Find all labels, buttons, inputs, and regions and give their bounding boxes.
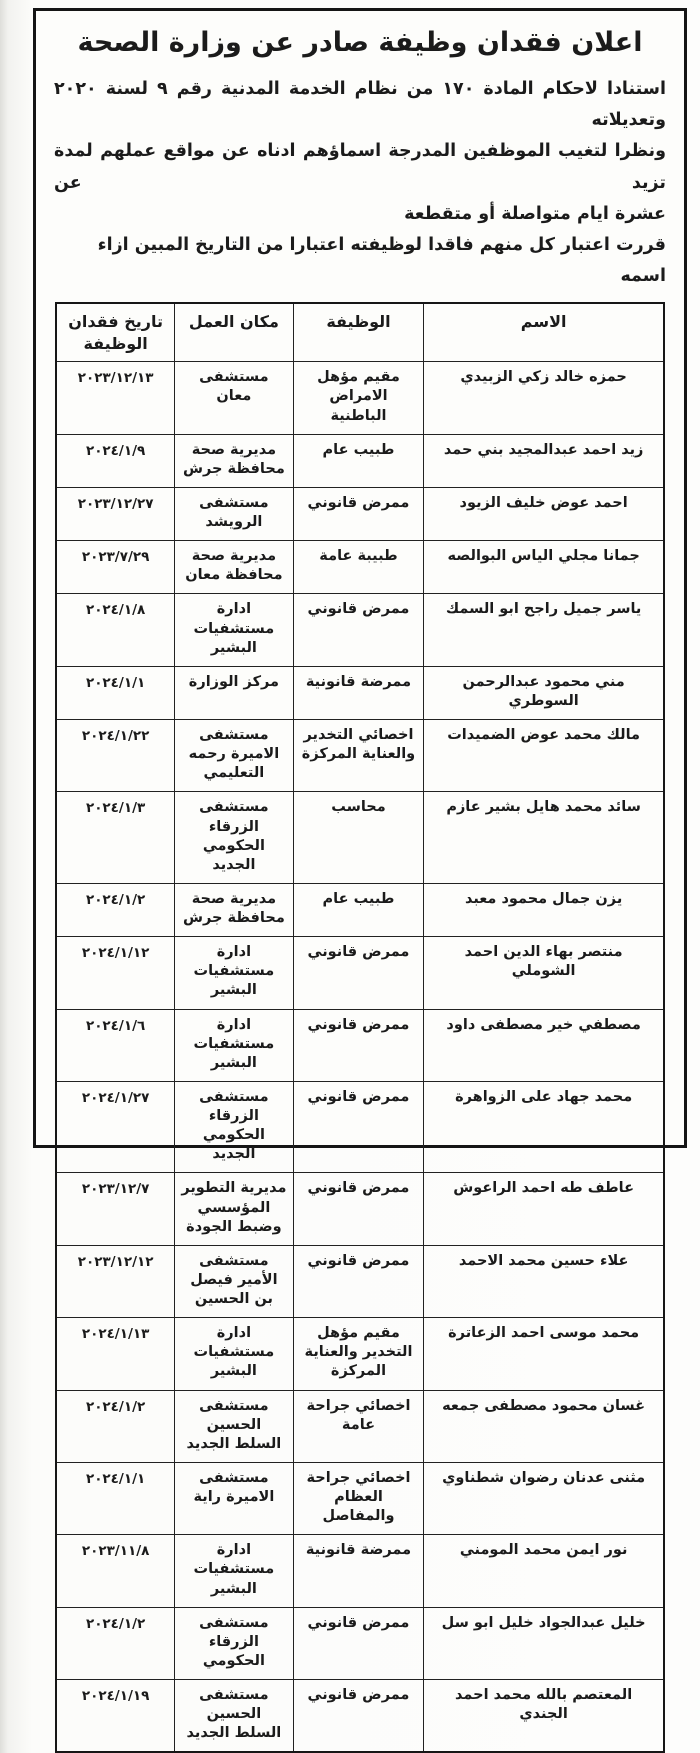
workplace-cell: ادارة مستشفيات البشير xyxy=(175,1535,294,1607)
header-job: الوظيفة xyxy=(293,303,424,362)
job-title-cell: مقيم مؤهل التخدير والعناية المركزة xyxy=(293,1318,424,1390)
employee-name-cell: ياسر جميل راجح ابو السمك xyxy=(424,594,664,666)
job-title-cell: ممرض قانوني xyxy=(293,594,424,666)
job-title-cell: ممرضة قانونية xyxy=(293,1535,424,1607)
workplace-cell: مستشفى الاميرة رحمه التعليمي xyxy=(175,720,294,792)
document-frame xyxy=(33,8,687,1742)
job-title-cell: ممرض قانوني xyxy=(293,1173,424,1245)
intro-paragraph xyxy=(54,74,666,292)
table-row xyxy=(56,883,664,936)
workplace-cell: ادارة مستشفيات البشير xyxy=(175,937,294,1009)
table-row xyxy=(56,1607,664,1679)
employee-name-cell: مصطفي خير مصطفى داود xyxy=(424,1009,664,1081)
job-title-cell: ممرضة قانونية xyxy=(293,666,424,719)
job-title-cell: ممرض قانوني xyxy=(293,937,424,1009)
loss-date-cell: ٢٠٢٤/١/٢٢ xyxy=(56,720,175,792)
job-title-cell: ممرض قانوني xyxy=(293,1680,424,1753)
loss-date-cell: ٢٠٢٤/١/١٩ xyxy=(56,1680,175,1753)
header-workplace: مكان العمل xyxy=(175,303,294,362)
header-name: الاسم xyxy=(424,303,664,362)
employee-name-cell: مني محمود عبدالرحمن السوطري xyxy=(424,666,664,719)
job-title-cell: اخصائي جراحة عامة xyxy=(293,1390,424,1462)
loss-date-cell: ٢٠٢٤/١/٢ xyxy=(56,883,175,936)
job-title-cell: محاسب xyxy=(293,792,424,884)
table-row xyxy=(56,1390,664,1462)
table-row xyxy=(56,1680,664,1753)
workplace-cell: مستشفى معان xyxy=(175,362,294,434)
table-header-row xyxy=(56,303,664,362)
loss-date-cell: ٢٠٢٤/١/٨ xyxy=(56,594,175,666)
employee-name-cell: سائد محمد هايل بشير عازم xyxy=(424,792,664,884)
workplace-cell: مديرية صحة محافظة معان xyxy=(175,541,294,594)
table-row xyxy=(56,720,664,792)
job-title-cell: طبيب عام xyxy=(293,883,424,936)
job-title-cell: اخصائي جراحة العظام والمفاصل xyxy=(293,1462,424,1534)
loss-date-cell: ٢٠٢٤/١/١ xyxy=(56,666,175,719)
table-row xyxy=(56,594,664,666)
employee-name-cell: مالك محمد عوض الضميدات xyxy=(424,720,664,792)
table-row xyxy=(56,937,664,1009)
loss-date-cell: ٢٠٢٣/١٢/١٣ xyxy=(56,362,175,434)
intro-line-3: عشرة ايام متواصلة أو متقطعة xyxy=(404,203,666,224)
workplace-cell: مستشفى الزرقاء الحكومي الجديد xyxy=(175,1081,294,1173)
table-row xyxy=(56,1535,664,1607)
employee-name-cell: يزن جمال محمود معبد xyxy=(424,883,664,936)
loss-date-cell: ٢٠٢٣/١٢/٧ xyxy=(56,1173,175,1245)
table-row xyxy=(56,1462,664,1534)
loss-date-cell: ٢٠٢٤/١/٢٧ xyxy=(56,1081,175,1173)
table-row xyxy=(56,434,664,487)
intro-line-2: ونظرا لتغيب الموظفين المدرجة اسماؤهم ادناه عن مواقع عملهم لمدة تزيد عن xyxy=(54,141,666,193)
workplace-cell: مديرية صحة محافظة جرش xyxy=(175,434,294,487)
table-row xyxy=(56,1009,664,1081)
table-row xyxy=(56,362,664,434)
page-title: اعلان فقدان وظيفة صادر عن وزارة الصحة xyxy=(77,27,643,58)
workplace-cell: مستشفى الأمير فيصل بن الحسين xyxy=(175,1245,294,1317)
job-title-cell: اخصائي التخدير والعناية المركزة xyxy=(293,720,424,792)
loss-date-cell: ٢٠٢٣/١١/٨ xyxy=(56,1535,175,1607)
table-row xyxy=(56,666,664,719)
job-title-cell: ممرض قانوني xyxy=(293,1607,424,1679)
loss-date-cell: ٢٠٢٣/١٢/٢٧ xyxy=(56,487,175,540)
table-row xyxy=(56,1081,664,1173)
employee-name-cell: عاطف طه احمد الراعوش xyxy=(424,1173,664,1245)
job-title-cell: ممرض قانوني xyxy=(293,1245,424,1317)
loss-date-cell: ٢٠٢٤/١/١٣ xyxy=(56,1318,175,1390)
workplace-cell: ادارة مستشفيات البشير xyxy=(175,594,294,666)
workplace-cell: مستشفى الحسين السلط الجديد xyxy=(175,1680,294,1753)
loss-date-cell: ٢٠٢٤/١/١٢ xyxy=(56,937,175,1009)
table-row xyxy=(56,541,664,594)
workplace-cell: ادارة مستشفيات البشير xyxy=(175,1318,294,1390)
workplace-cell: مستشفى الرويشد xyxy=(175,487,294,540)
loss-date-cell: ٢٠٢٣/٧/٢٩ xyxy=(56,541,175,594)
table-row xyxy=(56,792,664,884)
loss-date-cell: ٢٠٢٤/١/٢ xyxy=(56,1607,175,1679)
job-title-cell: ممرض قانوني xyxy=(293,1081,424,1173)
employee-name-cell: غسان محمود مصطفى جمعه xyxy=(424,1390,664,1462)
employee-name-cell: منتصر بهاء الدين احمد الشوملي xyxy=(424,937,664,1009)
intro-line-1: استنادا لاحكام المادة ١٧٠ من نظام الخدمة المدنية رقم ٩ لسنة ٢٠٢٠ وتعديلاته xyxy=(54,79,666,131)
employee-name-cell: نور ايمن محمد المومني xyxy=(424,1535,664,1607)
loss-date-cell: ٢٠٢٤/١/٣ xyxy=(56,792,175,884)
table-row xyxy=(56,1245,664,1317)
loss-date-cell: ٢٠٢٤/١/٦ xyxy=(56,1009,175,1081)
workplace-cell: مستشفى الحسين السلط الجديد xyxy=(175,1390,294,1462)
workplace-cell: مركز الوزارة xyxy=(175,666,294,719)
employee-name-cell: محمد جهاد على الزواهرة xyxy=(424,1081,664,1173)
workplace-cell: مستشفى الزرقاء الحكومي الجديد xyxy=(175,792,294,884)
table-row xyxy=(56,1318,664,1390)
loss-date-cell: ٢٠٢٤/١/١ xyxy=(56,1462,175,1534)
workplace-cell: مديرية التطوير المؤسسي وضبط الجودة xyxy=(175,1173,294,1245)
loss-date-cell: ٢٠٢٣/١٢/١٢ xyxy=(56,1245,175,1317)
announcement-table xyxy=(55,302,665,1753)
employee-name-cell: احمد عوض خليف الزيود xyxy=(424,487,664,540)
employee-name-cell: محمد موسى احمد الزعاترة xyxy=(424,1318,664,1390)
table-row xyxy=(56,487,664,540)
intro-line-4: قررت اعتبار كل منهم فاقدا لوظيفته اعتبارا من التاريخ المبين ازاء اسمه xyxy=(97,234,666,286)
job-title-cell: طبيبة عامة xyxy=(293,541,424,594)
loss-date-cell: ٢٠٢٤/١/٢ xyxy=(56,1390,175,1462)
employee-name-cell: حمزه خالد زكي الزبيدي xyxy=(424,362,664,434)
table-row xyxy=(56,1173,664,1245)
job-title-cell: مقيم مؤهل الامراض الباطنية xyxy=(293,362,424,434)
employee-name-cell: خليل عبدالجواد خليل ابو سل xyxy=(424,1607,664,1679)
employee-name-cell: المعتصم بالله محمد احمد الجندي xyxy=(424,1680,664,1753)
workplace-cell: ادارة مستشفيات البشير xyxy=(175,1009,294,1081)
job-title-cell: ممرض قانوني xyxy=(293,487,424,540)
employee-name-cell: جمانا مجلي الياس البوالصه xyxy=(424,541,664,594)
header-loss-date: تاريخ فقدان الوظيفة xyxy=(56,303,175,362)
job-title-cell: طبيب عام xyxy=(293,434,424,487)
employee-name-cell: علاء حسين محمد الاحمد xyxy=(424,1245,664,1317)
workplace-cell: مستشفى الاميرة راية xyxy=(175,1462,294,1534)
workplace-cell: مديرية صحة محافظة جرش xyxy=(175,883,294,936)
workplace-cell: مستشفى الزرقاء الحكومي xyxy=(175,1607,294,1679)
employee-name-cell: زيد احمد عبدالمجيد بني حمد xyxy=(424,434,664,487)
job-title-cell: ممرض قانوني xyxy=(293,1009,424,1081)
table-body xyxy=(56,362,664,1753)
loss-date-cell: ٢٠٢٤/١/٩ xyxy=(56,434,175,487)
employee-name-cell: مثنى عدنان رضوان شطناوي xyxy=(424,1462,664,1534)
